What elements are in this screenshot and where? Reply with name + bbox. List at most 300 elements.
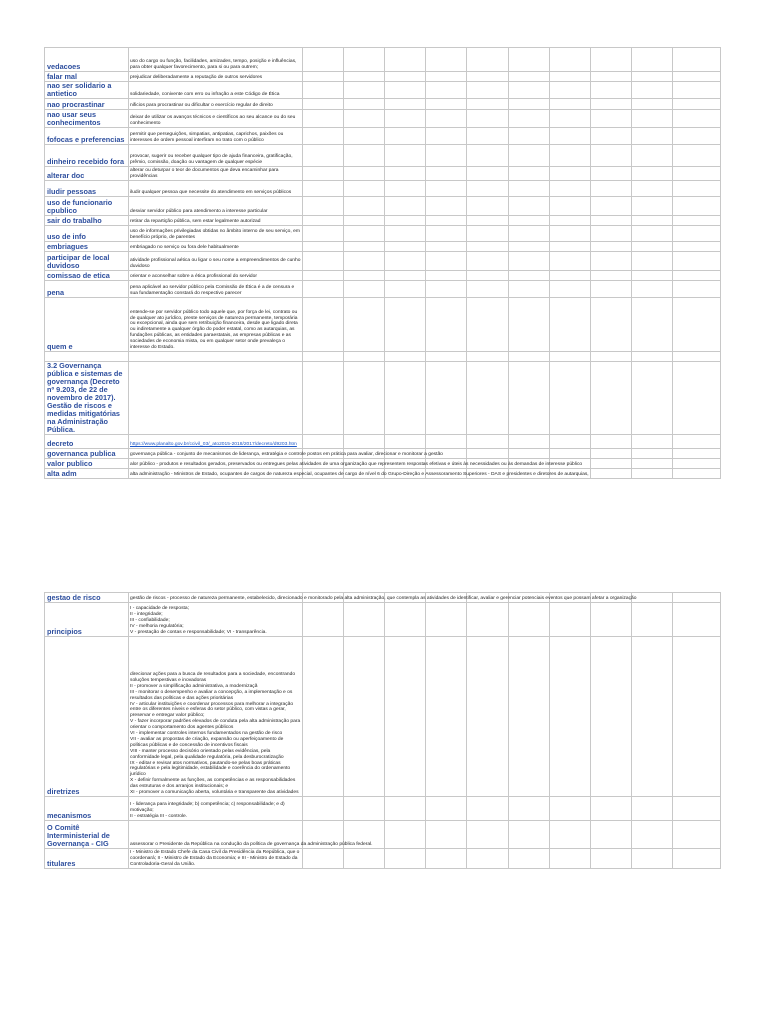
empty-cell[interactable] <box>632 197 673 216</box>
empty-cell[interactable] <box>550 252 591 271</box>
row-key-cell[interactable]: decreto <box>45 435 129 449</box>
row-key-cell[interactable]: sair do trabalho <box>45 216 129 226</box>
empty-cell[interactable] <box>509 167 550 181</box>
empty-cell[interactable] <box>385 216 426 226</box>
empty-cell[interactable] <box>632 99 673 110</box>
empty-cell[interactable] <box>591 181 632 197</box>
empty-cell[interactable] <box>385 181 426 197</box>
empty-cell[interactable] <box>385 226 426 242</box>
empty-cell[interactable] <box>344 281 385 298</box>
empty-cell[interactable] <box>591 197 632 216</box>
empty-cell[interactable] <box>303 637 344 797</box>
empty-cell[interactable] <box>673 181 721 197</box>
decree-link[interactable]: https://www.planalto.gov.br/ccivil_03/_ato2015-2018/2017/decreto/d9203.htm <box>130 442 297 448</box>
empty-cell[interactable] <box>591 459 632 469</box>
empty-cell[interactable] <box>344 603 385 637</box>
empty-cell[interactable] <box>426 48 467 72</box>
empty-cell[interactable] <box>303 603 344 637</box>
empty-cell[interactable] <box>344 145 385 167</box>
empty-cell[interactable] <box>426 849 467 869</box>
empty-cell[interactable] <box>509 197 550 216</box>
empty-cell[interactable] <box>303 849 344 869</box>
empty-cell[interactable] <box>673 298 721 352</box>
empty-cell[interactable] <box>426 110 467 128</box>
empty-cell[interactable] <box>673 252 721 271</box>
empty-cell[interactable] <box>550 242 591 252</box>
empty-cell[interactable] <box>467 48 509 72</box>
empty-cell[interactable] <box>632 252 673 271</box>
empty-cell[interactable] <box>591 449 632 459</box>
empty-cell[interactable] <box>303 197 344 216</box>
empty-cell[interactable] <box>509 110 550 128</box>
empty-cell[interactable] <box>385 821 426 849</box>
empty-cell[interactable] <box>303 797 344 821</box>
row-value-cell[interactable]: provocar, sugerir ou receber qualquer tipo de ajuda financeira, gratificação, prêmio, comissão, doação ou vantagem de qualquer espécie <box>129 145 303 167</box>
empty-cell[interactable] <box>673 821 721 849</box>
empty-cell[interactable] <box>673 362 721 435</box>
empty-cell[interactable] <box>632 449 673 459</box>
empty-cell[interactable] <box>632 271 673 281</box>
empty-cell[interactable] <box>509 82 550 99</box>
empty-cell[interactable] <box>509 362 550 435</box>
empty-cell[interactable] <box>632 362 673 435</box>
empty-cell[interactable] <box>509 181 550 197</box>
empty-cell[interactable] <box>467 435 509 449</box>
empty-cell[interactable] <box>550 216 591 226</box>
empty-cell[interactable] <box>550 48 591 72</box>
row-value-cell[interactable]: atividade profissional aética ou ligar o seu nome a empreendimentos de cunho duvidoso <box>129 252 303 271</box>
empty-cell[interactable] <box>426 271 467 281</box>
empty-cell[interactable] <box>426 242 467 252</box>
empty-cell[interactable] <box>426 435 467 449</box>
empty-cell[interactable] <box>385 82 426 99</box>
empty-cell[interactable] <box>426 72 467 82</box>
empty-cell[interactable] <box>303 167 344 181</box>
row-value-cell[interactable]: embriagado no serviço ou fora dele habitualmente <box>129 242 303 252</box>
empty-cell[interactable] <box>303 216 344 226</box>
empty-cell[interactable] <box>509 128 550 145</box>
empty-cell[interactable] <box>509 435 550 449</box>
empty-cell[interactable] <box>467 197 509 216</box>
empty-cell[interactable] <box>632 637 673 797</box>
empty-cell[interactable] <box>467 298 509 352</box>
empty-cell[interactable] <box>591 72 632 82</box>
row-value-cell[interactable] <box>129 435 303 449</box>
empty-cell[interactable] <box>385 603 426 637</box>
empty-cell[interactable] <box>673 637 721 797</box>
empty-cell[interactable] <box>673 593 721 603</box>
empty-cell[interactable] <box>467 821 509 849</box>
empty-cell[interactable] <box>426 99 467 110</box>
empty-cell[interactable] <box>385 110 426 128</box>
empty-cell[interactable] <box>344 362 385 435</box>
empty-cell[interactable] <box>550 271 591 281</box>
row-key-cell[interactable]: 3.2 Governança pública e sistemas de governança (Decreto nº 9.203, de 22 de novembro de 2017). Gestão de riscos e medidas mitigatórias na Administração Pública. <box>45 362 129 435</box>
empty-cell[interactable] <box>467 797 509 821</box>
empty-cell[interactable] <box>591 226 632 242</box>
empty-cell[interactable] <box>385 435 426 449</box>
empty-cell[interactable] <box>673 128 721 145</box>
row-key-cell[interactable]: vedacoes <box>45 48 129 72</box>
row-value-cell[interactable]: entende-se por servidor público todo aquele que, por força de lei, contrato ou de qualquer ato jurídico, preste serviços de natureza permanente, temporária ou excepcional, ainda que sem retribuição financeira, desde que ligado direta ou indiretamente a qualquer órgão do poder estatal, como as autarquias, as fundações públicas, as entidades paraestatais, as empresas públicas e as sociedades de economia mista, ou em qualquer setor onde prevaleça o interesse do Estado. <box>129 298 303 352</box>
empty-cell[interactable] <box>673 48 721 72</box>
empty-cell[interactable] <box>591 242 632 252</box>
empty-cell[interactable] <box>426 167 467 181</box>
empty-cell[interactable] <box>426 252 467 271</box>
row-value-cell[interactable]: retirar da repartição pública, sem estar legalmente autorizad <box>129 216 303 226</box>
empty-cell[interactable] <box>591 99 632 110</box>
empty-cell[interactable] <box>385 72 426 82</box>
row-key-cell[interactable]: titulares <box>45 849 129 869</box>
empty-cell[interactable] <box>303 281 344 298</box>
empty-cell[interactable] <box>385 637 426 797</box>
empty-cell[interactable] <box>303 298 344 352</box>
empty-cell[interactable] <box>509 271 550 281</box>
empty-cell[interactable] <box>385 128 426 145</box>
row-value-cell[interactable]: governança pública - conjunto de mecanismos de liderança, estratégia e controle postos em prática para avaliar, direcionar e monitorar a gestão <box>129 449 303 459</box>
row-key-cell[interactable]: gestao de risco <box>45 593 129 603</box>
empty-cell[interactable] <box>509 298 550 352</box>
empty-cell[interactable] <box>509 216 550 226</box>
empty-cell[interactable] <box>591 167 632 181</box>
row-key-cell[interactable]: diretrizes <box>45 637 129 797</box>
empty-cell[interactable] <box>385 99 426 110</box>
empty-cell[interactable] <box>632 181 673 197</box>
empty-cell[interactable] <box>385 281 426 298</box>
empty-cell[interactable] <box>591 145 632 167</box>
empty-cell[interactable] <box>426 298 467 352</box>
empty-cell[interactable] <box>344 637 385 797</box>
empty-cell[interactable] <box>426 181 467 197</box>
empty-cell[interactable] <box>303 48 344 72</box>
empty-cell[interactable] <box>509 352 550 362</box>
empty-cell[interactable] <box>303 82 344 99</box>
row-value-cell[interactable]: I - Ministro de Estado Chefe da Casa Civil da Presidência da República, que o coordenará; II - Ministro de Estado da Economia; e III - Ministro de Estado da Controladoria-Geral da União. <box>129 849 303 869</box>
empty-cell[interactable] <box>344 242 385 252</box>
empty-cell[interactable] <box>344 226 385 242</box>
row-key-cell[interactable]: iludir pessoas <box>45 181 129 197</box>
empty-cell[interactable] <box>673 226 721 242</box>
empty-cell[interactable] <box>550 797 591 821</box>
empty-cell[interactable] <box>632 352 673 362</box>
empty-cell[interactable] <box>385 167 426 181</box>
empty-cell[interactable] <box>673 449 721 459</box>
empty-cell[interactable] <box>591 362 632 435</box>
empty-cell[interactable] <box>591 298 632 352</box>
row-value-cell[interactable]: alor público - produtos e resultados gerados, preservados ou entregues pelas atividades de uma organização que representem respostas efetivas e úteis às necessidades ou às demandas de interesse público <box>129 459 303 469</box>
empty-cell[interactable] <box>632 821 673 849</box>
empty-cell[interactable] <box>550 72 591 82</box>
empty-cell[interactable] <box>426 216 467 226</box>
empty-cell[interactable] <box>632 797 673 821</box>
empty-cell[interactable] <box>344 216 385 226</box>
empty-cell[interactable] <box>509 48 550 72</box>
empty-cell[interactable] <box>509 797 550 821</box>
empty-cell[interactable] <box>467 242 509 252</box>
empty-cell[interactable] <box>303 362 344 435</box>
empty-cell[interactable] <box>632 849 673 869</box>
empty-cell[interactable] <box>467 181 509 197</box>
empty-cell[interactable] <box>591 469 632 479</box>
empty-cell[interactable] <box>673 197 721 216</box>
empty-cell[interactable] <box>467 82 509 99</box>
empty-cell[interactable] <box>385 242 426 252</box>
empty-cell[interactable] <box>591 821 632 849</box>
row-key-cell[interactable]: O Comitê Interministerial de Governança - CIG <box>45 821 129 849</box>
empty-cell[interactable] <box>591 271 632 281</box>
empty-cell[interactable] <box>344 298 385 352</box>
empty-cell[interactable] <box>467 637 509 797</box>
row-value-cell[interactable]: prejudicar deliberadamente a reputação de outros servidores <box>129 72 303 82</box>
row-key-cell[interactable]: alterar doc <box>45 167 129 181</box>
row-value-cell[interactable]: permitir que perseguições, simpatias, antipatias, caprichos, paixões ou interesses de ordem pessoal interfiram no trato com o público <box>129 128 303 145</box>
empty-cell[interactable] <box>509 99 550 110</box>
empty-cell[interactable] <box>467 72 509 82</box>
empty-cell[interactable] <box>344 435 385 449</box>
empty-cell[interactable] <box>467 145 509 167</box>
empty-cell[interactable] <box>673 281 721 298</box>
empty-cell[interactable] <box>632 281 673 298</box>
empty-cell[interactable] <box>591 797 632 821</box>
empty-cell[interactable] <box>303 226 344 242</box>
empty-cell[interactable] <box>426 352 467 362</box>
empty-cell[interactable] <box>467 271 509 281</box>
empty-cell[interactable] <box>550 821 591 849</box>
row-value-cell[interactable]: nificios para procrastinar ou dificultar o exercício regular de direito <box>129 99 303 110</box>
empty-cell[interactable] <box>673 435 721 449</box>
empty-cell[interactable] <box>344 167 385 181</box>
empty-cell[interactable] <box>467 352 509 362</box>
empty-cell[interactable] <box>509 449 550 459</box>
empty-cell[interactable] <box>632 167 673 181</box>
empty-cell[interactable] <box>385 362 426 435</box>
empty-cell[interactable] <box>344 48 385 72</box>
empty-cell[interactable] <box>467 110 509 128</box>
empty-cell[interactable] <box>344 797 385 821</box>
empty-cell[interactable] <box>303 128 344 145</box>
empty-cell[interactable] <box>509 242 550 252</box>
row-value-cell[interactable]: uso do cargo ou função, facilidades, amizades, tempo, posição e influências, para obter qualquer favorecimento, para si ou para outrem; <box>129 48 303 72</box>
row-key-cell[interactable]: nao usar seus conhecimentos <box>45 110 129 128</box>
empty-cell[interactable] <box>591 82 632 99</box>
empty-cell[interactable] <box>426 637 467 797</box>
empty-cell[interactable] <box>673 110 721 128</box>
empty-cell[interactable] <box>426 281 467 298</box>
empty-cell[interactable] <box>550 128 591 145</box>
row-key-cell[interactable]: valor publico <box>45 459 129 469</box>
row-value-cell[interactable]: orientar e aconselhar sobre a ética profissional do servidor <box>129 271 303 281</box>
empty-cell[interactable] <box>550 82 591 99</box>
row-key-cell[interactable]: nao procrastinar <box>45 99 129 110</box>
empty-cell[interactable] <box>303 352 344 362</box>
empty-cell[interactable] <box>303 242 344 252</box>
empty-cell[interactable] <box>550 226 591 242</box>
empty-cell[interactable] <box>673 797 721 821</box>
empty-cell[interactable] <box>673 603 721 637</box>
empty-cell[interactable] <box>673 99 721 110</box>
empty-cell[interactable] <box>673 469 721 479</box>
empty-cell[interactable] <box>509 72 550 82</box>
empty-cell[interactable] <box>467 362 509 435</box>
row-key-cell[interactable]: fofocas e preferencias <box>45 128 129 145</box>
empty-cell[interactable] <box>385 797 426 821</box>
row-value-cell[interactable]: I - liderança para integridade; b) competência; c) responsabilidade; e d) motivação; II - estratégia III - controle. <box>129 797 303 821</box>
row-key-cell[interactable]: embriagues <box>45 242 129 252</box>
empty-cell[interactable] <box>303 145 344 167</box>
empty-cell[interactable] <box>632 48 673 72</box>
empty-cell[interactable] <box>591 352 632 362</box>
empty-cell[interactable] <box>509 821 550 849</box>
empty-cell[interactable] <box>673 82 721 99</box>
empty-cell[interactable] <box>303 99 344 110</box>
empty-cell[interactable] <box>550 435 591 449</box>
row-value-cell[interactable] <box>129 362 303 435</box>
empty-cell[interactable] <box>591 435 632 449</box>
empty-cell[interactable] <box>467 226 509 242</box>
empty-cell[interactable] <box>632 435 673 449</box>
empty-cell[interactable] <box>385 271 426 281</box>
empty-cell[interactable] <box>632 593 673 603</box>
empty-cell[interactable] <box>550 167 591 181</box>
empty-cell[interactable] <box>426 128 467 145</box>
empty-cell[interactable] <box>344 197 385 216</box>
row-key-cell[interactable]: nao ser solidario a antietico <box>45 82 129 99</box>
empty-cell[interactable] <box>467 849 509 869</box>
row-key-cell[interactable]: participar de local duvidoso <box>45 252 129 271</box>
empty-cell[interactable] <box>426 821 467 849</box>
empty-cell[interactable] <box>303 72 344 82</box>
row-key-cell[interactable]: uso de funcionario cpublico <box>45 197 129 216</box>
empty-cell[interactable] <box>467 252 509 271</box>
empty-cell[interactable] <box>632 469 673 479</box>
empty-cell[interactable] <box>426 797 467 821</box>
empty-cell[interactable] <box>673 145 721 167</box>
empty-cell[interactable] <box>591 128 632 145</box>
empty-cell[interactable] <box>550 603 591 637</box>
empty-cell[interactable] <box>673 242 721 252</box>
row-key-cell[interactable]: comissao de etica <box>45 271 129 281</box>
empty-cell[interactable] <box>632 226 673 242</box>
empty-cell[interactable] <box>426 82 467 99</box>
empty-cell[interactable] <box>591 48 632 72</box>
row-key-cell[interactable]: principios <box>45 603 129 637</box>
empty-cell[interactable] <box>344 181 385 197</box>
row-key-cell[interactable]: pena <box>45 281 129 298</box>
empty-cell[interactable] <box>632 82 673 99</box>
empty-cell[interactable] <box>509 252 550 271</box>
row-key-cell[interactable]: falar mal <box>45 72 129 82</box>
row-value-cell[interactable]: gestão de riscos - processo de natureza permanente, estabelecido, direcionado e monitorado pela alta administração, que contempla as atividades de identificar, avaliar e gerenciar potenciais eventos que possam afetar a organização <box>129 593 303 603</box>
empty-cell[interactable] <box>467 216 509 226</box>
row-value-cell[interactable]: desviar servidor público para atendimento a interesse particular <box>129 197 303 216</box>
empty-cell[interactable] <box>550 145 591 167</box>
empty-cell[interactable] <box>673 271 721 281</box>
empty-cell[interactable] <box>550 637 591 797</box>
empty-cell[interactable] <box>303 271 344 281</box>
empty-cell[interactable] <box>426 603 467 637</box>
row-value-cell[interactable]: solidariedade, conivente com erro ou infração a este Código de Ética <box>129 82 303 99</box>
empty-cell[interactable] <box>467 167 509 181</box>
empty-cell[interactable] <box>303 110 344 128</box>
empty-cell[interactable] <box>344 82 385 99</box>
empty-cell[interactable] <box>344 72 385 82</box>
empty-cell[interactable] <box>509 145 550 167</box>
empty-cell[interactable] <box>550 110 591 128</box>
row-key-cell[interactable]: mecanismos <box>45 797 129 821</box>
empty-cell[interactable] <box>385 849 426 869</box>
empty-cell[interactable] <box>385 48 426 72</box>
empty-cell[interactable] <box>344 252 385 271</box>
empty-cell[interactable] <box>632 145 673 167</box>
empty-cell[interactable] <box>509 603 550 637</box>
empty-cell[interactable] <box>344 271 385 281</box>
empty-cell[interactable] <box>632 298 673 352</box>
row-value-cell[interactable]: deixar de utilizar os avanços técnicos e científicos ao seu alcance ou do seu conhecimento <box>129 110 303 128</box>
empty-cell[interactable] <box>591 637 632 797</box>
empty-cell[interactable] <box>591 281 632 298</box>
row-key-cell[interactable]: quem e <box>45 298 129 352</box>
empty-cell[interactable] <box>591 216 632 226</box>
empty-cell[interactable] <box>550 849 591 869</box>
empty-cell[interactable] <box>673 216 721 226</box>
empty-cell[interactable] <box>303 435 344 449</box>
empty-cell[interactable] <box>550 362 591 435</box>
row-key-cell[interactable]: dinheiro recebido fora <box>45 145 129 167</box>
row-value-cell[interactable] <box>129 352 303 362</box>
empty-cell[interactable] <box>467 603 509 637</box>
row-key-cell[interactable]: governanca publica <box>45 449 129 459</box>
empty-cell[interactable] <box>426 362 467 435</box>
row-value-cell[interactable]: iludir qualquer pessoa que necessite do atendimento em serviços públicos <box>129 181 303 197</box>
empty-cell[interactable] <box>591 110 632 128</box>
empty-cell[interactable] <box>632 459 673 469</box>
row-key-cell[interactable]: uso de info <box>45 226 129 242</box>
empty-cell[interactable] <box>673 72 721 82</box>
row-value-cell[interactable]: alterar ou deturpar o teor de documentos que deva encaminhar para providências <box>129 167 303 181</box>
empty-cell[interactable] <box>467 281 509 298</box>
empty-cell[interactable] <box>673 459 721 469</box>
empty-cell[interactable] <box>673 167 721 181</box>
row-value-cell[interactable]: direcionar ações para a busca de resultados para a sociedade, encontrando soluções tempestivas e inovadoras II - promover a simplificação administrativa, a modernizaçã III - monitorar o desempenho e avaliar a concepção, a implementação e os resultados das políticas e das ações prioritárias IV - articular instituições e coordenar processos para melhorar a integração entre os diferentes níveis e esferas do setor público, com vistas a gerar, preservar e entregar valor público; V - fazer incorporar padrões elevados de conduta pela alta administração para orientar o comportamento dos agentes públicos VI - implementar controles internos fundamentados na gestão de risco VII - avaliar as propostas de criação, expansão ou aperfeiçoamento de políticas públicas e de concessão de incentivos fiscais VIII - manter processo decisório orientado pelas evidências, pela conformidade legal, pela qualidade regulatória, pela desburocratização IX - editar e revisar atos normativos, pautando-se pelas boas práticas regulatórias e pela legitimidade, estabilidade e coerência do ordenamento jurídico X - definir formalmente as funções, as competências e as responsabilidades das estruturas e dos arranjos institucionais; e XI - promover a comunicação aberta, voluntária e transparente das atividades <box>129 637 303 797</box>
empty-cell[interactable] <box>550 352 591 362</box>
empty-cell[interactable] <box>673 849 721 869</box>
empty-cell[interactable] <box>385 352 426 362</box>
empty-cell[interactable] <box>344 110 385 128</box>
empty-cell[interactable] <box>550 181 591 197</box>
empty-cell[interactable] <box>509 849 550 869</box>
empty-cell[interactable] <box>632 216 673 226</box>
row-value-cell[interactable]: pena aplicável ao servidor público pela Comissão de Ética é a de censura e sua fundamentação constará do respectivo parecer <box>129 281 303 298</box>
empty-cell[interactable] <box>303 181 344 197</box>
empty-cell[interactable] <box>385 252 426 271</box>
row-value-cell[interactable]: I - capacidade de resposta; II - integridade; III - confiabilidade; IV - melhoria regulatória; V - prestação de contas e responsabilidade; VI - transparência. <box>129 603 303 637</box>
row-value-cell[interactable]: assessorar o Presidente da República na condução da política de governança da administração pública federal. <box>129 821 303 849</box>
empty-cell[interactable] <box>591 849 632 869</box>
row-value-cell[interactable]: alta administração - Ministros de Estado, ocupantes de cargos de natureza especial, ocupantes de cargo de nível 6 do Grupo-Direção e Assessoramento Superiores - DAS e presidentes e diretores de autarquias, <box>129 469 303 479</box>
empty-cell[interactable] <box>632 603 673 637</box>
empty-cell[interactable] <box>385 298 426 352</box>
empty-cell[interactable] <box>632 72 673 82</box>
empty-cell[interactable] <box>467 99 509 110</box>
empty-cell[interactable] <box>591 603 632 637</box>
empty-cell[interactable] <box>467 449 509 459</box>
empty-cell[interactable] <box>303 252 344 271</box>
empty-cell[interactable] <box>426 145 467 167</box>
row-key-cell[interactable] <box>45 352 129 362</box>
empty-cell[interactable] <box>632 128 673 145</box>
empty-cell[interactable] <box>673 352 721 362</box>
empty-cell[interactable] <box>550 298 591 352</box>
